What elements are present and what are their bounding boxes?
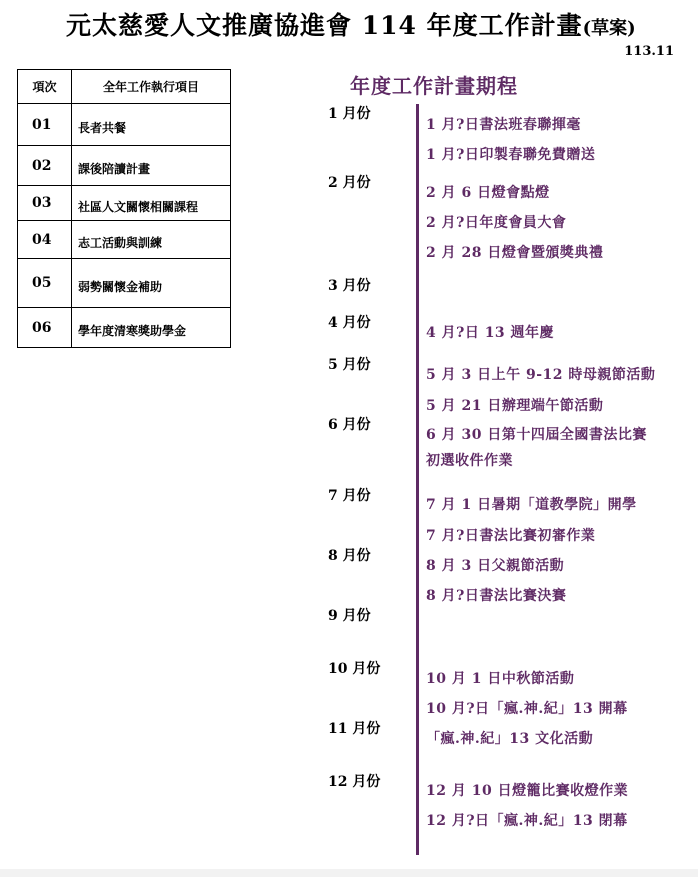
row-item: 社區人文關懷相關課程 xyxy=(72,186,231,221)
schedule-title: 年度工作計畫期程 xyxy=(350,74,518,98)
table-row xyxy=(18,104,231,146)
row-num: 03 xyxy=(18,186,72,221)
month-label: 10 月份 xyxy=(328,661,381,677)
row-num: 01 xyxy=(18,104,72,146)
event-item: 1 月?日印製春聯免費贈送 xyxy=(426,147,596,163)
event-item: 8 月 3 日父親節活動 xyxy=(426,558,565,574)
month-label: 2 月份 xyxy=(328,175,371,191)
month-label: 1 月份 xyxy=(328,106,371,122)
event-item: 2 月 6 日燈會點燈 xyxy=(426,185,550,201)
row-item: 課後陪讀計畫 xyxy=(72,146,231,186)
table-row xyxy=(18,221,231,259)
event-item: 5 月 3 日上午 9-12 時母親節活動 xyxy=(426,367,656,383)
month-label: 11 月份 xyxy=(328,721,381,737)
event-item: 「瘋.神.紀」13 文化活動 xyxy=(426,731,594,747)
timeline-line xyxy=(416,104,419,855)
event-item: 12 月?日「瘋.神.紀」13 閉幕 xyxy=(426,813,628,829)
table-row xyxy=(18,259,231,308)
event-item: 7 月 1 日暑期「道教學院」開學 xyxy=(426,497,637,513)
row-num: 02 xyxy=(18,146,72,186)
event-item: 12 月 10 日燈籠比賽收燈作業 xyxy=(426,783,629,799)
event-item: 1 月?日書法班春聯揮毫 xyxy=(426,117,581,133)
month-label: 9 月份 xyxy=(328,608,371,624)
event-item: 2 月?日年度會員大會 xyxy=(426,215,567,231)
month-label: 6 月份 xyxy=(328,417,371,433)
table-row xyxy=(18,186,231,221)
row-num: 06 xyxy=(18,308,72,348)
event-item: 5 月 21 日辦理端午節活動 xyxy=(426,398,604,414)
row-item: 弱勢關懷金補助 xyxy=(72,259,231,308)
month-label: 3 月份 xyxy=(328,278,371,294)
table-header-row xyxy=(18,70,231,104)
row-item: 學年度清寒獎助學金 xyxy=(72,308,231,348)
event-item: 4 月?日 13 週年慶 xyxy=(426,325,555,341)
event-item: 6 月 30 日第十四屆全國書法比賽 xyxy=(426,427,647,443)
row-item: 志工活動與訓練 xyxy=(72,221,231,259)
month-label: 7 月份 xyxy=(328,488,371,504)
table-row xyxy=(18,308,231,348)
document-date: 113.11 xyxy=(624,44,674,59)
title-suffix: (草案) xyxy=(582,18,636,39)
event-item: 8 月?日書法比賽決賽 xyxy=(426,588,567,604)
month-label: 12 月份 xyxy=(328,774,381,790)
event-item: 7 月?日書法比賽初審作業 xyxy=(426,528,596,544)
column-header-item: 全年工作執行項目 xyxy=(72,70,231,104)
row-num: 05 xyxy=(18,259,72,308)
row-item: 長者共餐 xyxy=(72,104,231,146)
event-item: 10 月 1 日中秋節活動 xyxy=(426,671,575,687)
month-label: 8 月份 xyxy=(328,548,371,564)
table-row xyxy=(18,146,231,186)
event-item: 初選收件作業 xyxy=(426,453,513,469)
month-label: 5 月份 xyxy=(328,357,371,373)
event-item: 10 月?日「瘋.神.紀」13 開幕 xyxy=(426,701,628,717)
event-item: 2 月 28 日燈會暨頒獎典禮 xyxy=(426,245,604,261)
page-bottom-edge xyxy=(0,869,698,877)
annual-plan-table xyxy=(17,69,231,348)
row-num: 04 xyxy=(18,221,72,259)
column-header-num: 項次 xyxy=(18,70,72,104)
title-text: 元太慈愛人文推廣協進會 114 年度工作計畫 xyxy=(66,11,583,40)
month-label: 4 月份 xyxy=(328,315,371,331)
page-title xyxy=(66,6,636,42)
